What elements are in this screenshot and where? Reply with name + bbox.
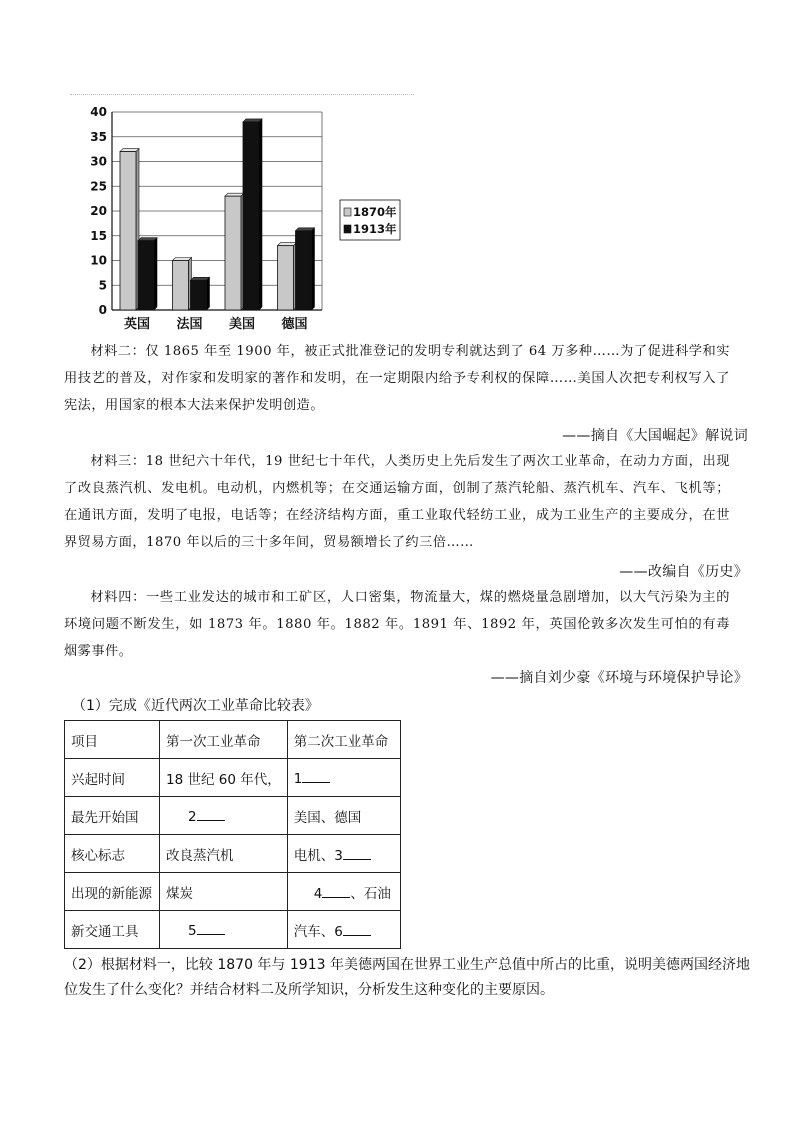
bar (120, 152, 136, 310)
bar (243, 122, 259, 310)
table-header-row (65, 721, 401, 759)
legend-label: 1870年 (353, 205, 397, 219)
x-tick-label: 美国 (228, 317, 256, 332)
cell-text: 改良蒸汽机 (166, 847, 234, 864)
table-row (65, 873, 401, 911)
blank-number: 2 (188, 808, 197, 825)
x-tick-label: 德国 (281, 317, 308, 332)
blank-number: 3 (334, 847, 343, 864)
bar (278, 246, 294, 310)
answer-blank[interactable] (322, 884, 350, 898)
row-label: 最先开始国 (65, 797, 160, 835)
first-revolution-cell (160, 797, 288, 835)
second-revolution-cell (287, 797, 400, 835)
answer-blank[interactable] (197, 807, 225, 821)
bar-side (207, 277, 210, 310)
question-1: （1）完成《近代两次工业革命比较表》 (72, 698, 319, 714)
first-revolution-cell (160, 873, 288, 911)
answer-blank[interactable] (343, 846, 371, 860)
material-3-source: ——改编自《历史》 (619, 564, 748, 580)
header-cell: 第二次工业革命 (287, 721, 400, 759)
blank-number: 4 (313, 885, 323, 902)
y-tick-label: 10 (90, 253, 107, 268)
y-tick-label: 25 (90, 179, 107, 194)
bar (138, 241, 154, 310)
cell-text: 18 世纪 60 年代， (166, 771, 281, 788)
row-label: 出现的新能源 (65, 873, 160, 911)
bar (191, 280, 207, 310)
y-tick-label: 0 (98, 303, 107, 317)
y-tick-label: 30 (90, 154, 107, 169)
first-revolution-cell (160, 911, 288, 949)
row-label: 核心标志 (65, 835, 160, 873)
material-3-text: 材料三：18 世纪六十年代，19 世纪七十年代，人类历史上先后发生了两次工业革命，在动力方面，出现了改良蒸汽机、发电机。电动机，内燃机等；在交通运输方面，创制了蒸汽轮船、蒸汽机车、汽车、飞机等；在通讯方面，发明了电报，电话等；在经济结构方面，重工业取代轻纺工业，成为工业生产的主要成分，在世界贸易方面，1870 年以后的三十多年间，贸易额增长了约三倍…… (64, 454, 730, 550)
cell-text: 汽车、 (293, 923, 335, 940)
cell-text: 美国、德国 (293, 809, 362, 826)
material-2-text: 材料二：仅 1865 年至 1900 年，被正式批准登记的发明专利就达到了 64 万多种……为了促进科学和实用技艺的普及，对作家和发明家的著作和发明，在一定期限内给予专利权的保障……美国人次把专利权写入了宪法，用国家的根本大法来保护发明创造。 (64, 344, 730, 413)
material-4-text: 材料四：一些工业发达的城市和工矿区，人口密集，物流量大，煤的燃烧量急剧增加，以大气污染为主的环境问题不断发生，如 1873 年。1880 年。1882 年。1891 年、1892 年，英国伦敦多次发生可怕的有毒烟雾事件。 (64, 590, 730, 659)
y-tick-label: 15 (90, 228, 107, 243)
blank-number: 5 (188, 922, 197, 939)
row-label: 兴起时间 (65, 759, 160, 797)
cell-text: 、石油 (350, 885, 391, 902)
legend-swatch (344, 225, 351, 233)
bar-chart (86, 102, 416, 334)
comparison-table (64, 720, 401, 949)
legend-label: 1913年 (353, 222, 397, 236)
blank-number: 1 (293, 770, 303, 787)
bar (296, 231, 312, 310)
second-revolution-cell (287, 759, 400, 797)
y-tick-label: 5 (98, 278, 107, 293)
table-row (65, 797, 401, 835)
bar (225, 196, 241, 310)
cell-text: 电机、 (293, 847, 335, 864)
header-cell: 项目 (65, 721, 160, 759)
first-revolution-cell (160, 835, 288, 873)
answer-blank[interactable] (197, 921, 225, 935)
y-tick-label: 20 (90, 204, 107, 218)
material-4-source: ——摘自刘少豪《环境与环境保护导论》 (490, 670, 748, 686)
second-revolution-cell (287, 835, 400, 873)
material-2-source: ——摘自《大国崛起》解说词 (562, 428, 748, 444)
table-row (65, 835, 401, 873)
second-revolution-cell (287, 873, 400, 911)
bar (173, 261, 189, 311)
row-label: 新交通工具 (65, 911, 160, 949)
answer-blank[interactable] (343, 922, 371, 936)
first-revolution-cell (160, 759, 288, 797)
header-cell: 第一次工业革命 (160, 721, 288, 759)
bar-side (312, 228, 315, 310)
legend-swatch (344, 208, 351, 216)
bar-side (259, 119, 262, 310)
table-row (65, 911, 401, 949)
x-tick-label: 英国 (123, 317, 151, 332)
cell-text: 煤炭 (166, 885, 193, 902)
question-2: （2）根据材料一，比较 1870 年与 1913 年美德两国在世界工业生产总值中所占的比重，说明美德两国经济地位发生了什么变化？并结合材料二及所学知识，分析发生这种变化的主要原因。 (64, 957, 750, 998)
second-revolution-cell (287, 911, 400, 949)
y-tick-label: 40 (90, 105, 107, 119)
blank-number: 6 (334, 923, 343, 940)
answer-blank[interactable] (302, 769, 330, 783)
table-row (65, 759, 401, 797)
bar-side (154, 238, 157, 310)
y-tick-label: 35 (90, 129, 107, 144)
x-tick-label: 法国 (176, 317, 203, 332)
top-rule (70, 94, 414, 95)
